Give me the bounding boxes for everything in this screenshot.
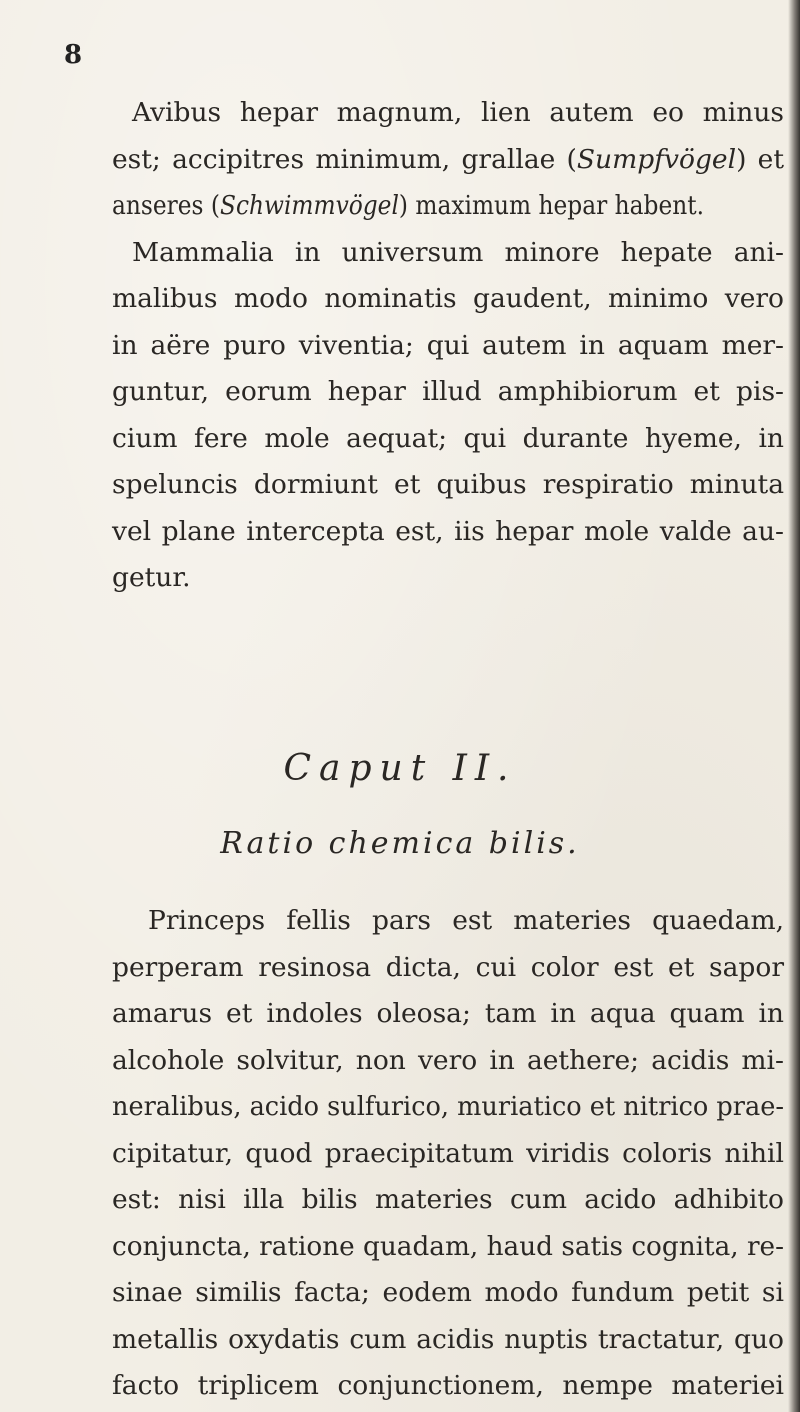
chapter-heading: Caput II. (283, 748, 517, 789)
text-line (112, 1277, 784, 1308)
text-run: sinae similis facta; eodem modo fundum petit si (112, 1277, 784, 1308)
text-run: ) et (736, 143, 784, 175)
text-run: speluncis dormiunt et quibus respiratio minuta (112, 469, 784, 500)
text-line (148, 905, 784, 936)
text-run: conjuncta, ratione quadam, haud satis cognita, re- (112, 1230, 784, 1262)
text-run: Princeps fellis pars est materies quaedam, (148, 905, 784, 936)
text-line (112, 1230, 784, 1262)
text-run: malibus modo nominatis gaudent, minimo vero (112, 283, 784, 314)
text-run: alcohole solvitur, non vero in aethere; acidis mi- (112, 1044, 784, 1076)
italic-term: Schwimmvögel (220, 190, 399, 221)
text-run: cium fere mole aequat; qui durante hyeme, in (112, 422, 784, 454)
text-line (112, 329, 784, 361)
text-line (112, 1323, 784, 1355)
text-run: est: nisi illa bilis materies cum acido adhibito (112, 1184, 784, 1215)
text-run: vel plane intercepta est, iis hepar mole valde au- (112, 515, 784, 547)
text-line (112, 998, 784, 1029)
text-line (112, 1091, 784, 1122)
text-run: cipitatur, quod praecipitatum viridis coloris nihil (112, 1137, 784, 1169)
text-run: neralibus, acido sulfurico, muriatico et nitrico prae- (112, 1091, 784, 1122)
page-number: 8 (64, 40, 83, 70)
text-run: ) maximum hepar habent. (398, 190, 704, 221)
text-run: est; accipitres minimum, grallae ( (112, 143, 577, 175)
text-line (112, 951, 784, 983)
text-line (112, 283, 784, 314)
text-run: metallis oxydatis cum acidis nuptis tractatur, quo (112, 1323, 784, 1355)
text-run: in aëre puro viventia; qui autem in aquam mer- (112, 329, 784, 361)
text-run: getur. (112, 562, 191, 593)
text-run: perperam resinosa dicta, cui color est et sapor (112, 951, 784, 983)
page-edge-shadow (788, 0, 800, 1412)
text-line (112, 422, 784, 454)
italic-term: Sumpfvögel (576, 143, 737, 175)
text-line (132, 236, 784, 268)
text-line (112, 515, 784, 547)
text-line (112, 1137, 784, 1169)
text-run: Mammalia in universum minore hepate ani- (132, 236, 784, 268)
text-run: facto triplicem conjunctionem, nempe materiei (112, 1370, 784, 1401)
text-line (112, 562, 191, 593)
text-run: anseres ( (112, 190, 221, 221)
text-line (112, 1370, 784, 1401)
text-line (112, 190, 704, 221)
text-line (112, 1184, 784, 1215)
text-run: guntur, eorum hepar illud amphibiorum et pis- (112, 376, 784, 407)
chapter-subtitle: Ratio chemica bilis. (220, 826, 580, 861)
text-line (112, 376, 784, 407)
text-run: Avibus hepar magnum, lien autem eo minus (132, 97, 784, 128)
text-line (112, 1044, 784, 1076)
text-line (132, 97, 784, 128)
text-line (112, 143, 784, 175)
text-line (112, 469, 784, 500)
text-run: amarus et indoles oleosa; tam in aqua quam in (112, 998, 784, 1029)
